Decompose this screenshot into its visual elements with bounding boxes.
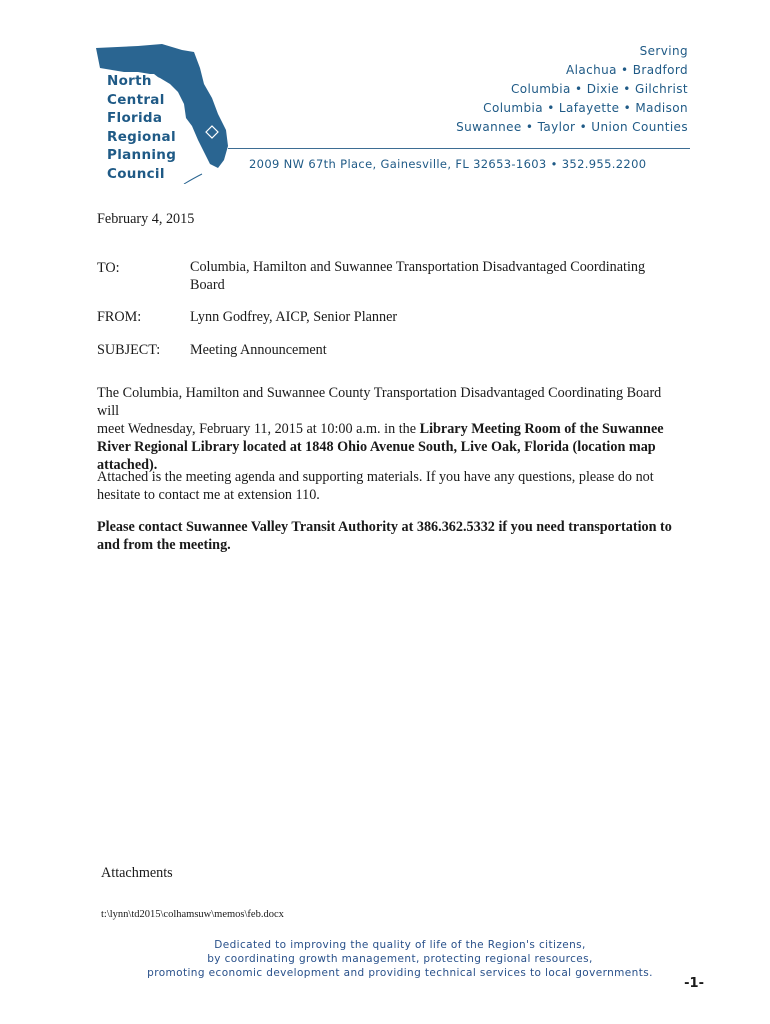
footer-line: by coordinating growth management, protecting regional resources, <box>207 953 593 965</box>
from-value: Lynn Godfrey, AICP, Senior Planner <box>190 309 398 325</box>
letterhead-divider <box>228 148 690 149</box>
org-line: Florida <box>107 110 163 127</box>
subject-value: Meeting Announcement <box>190 342 327 358</box>
footer-line: promoting economic development and providing technical services to local governments. <box>147 967 653 979</box>
org-address: 2009 NW 67th Place, Gainesville, FL 32653-1603 • 352.955.2200 <box>249 157 647 171</box>
memo-date: February 4, 2015 <box>97 211 195 227</box>
page-number: -1- <box>684 976 704 991</box>
to-value-line: Columbia, Hamilton and Suwannee Transportation Disadvantaged Coordinating <box>190 259 646 275</box>
paragraph-line: Attached is the meeting agenda and supporting materials. If you have any questions, please do not <box>97 469 654 485</box>
org-line: Council <box>107 165 165 182</box>
from-label: FROM: <box>97 309 142 325</box>
subject-label: SUBJECT: <box>97 342 161 358</box>
to-value-line: Board <box>190 277 225 293</box>
paragraph-line: The Columbia, Hamilton and Suwannee County Transportation Disadvantaged Coordinating Board will <box>97 385 662 419</box>
serving-line: Serving <box>639 44 688 58</box>
paragraph-line: and from the meeting. <box>97 537 231 553</box>
paragraph-line: River Regional Library located at 1848 Ohio Avenue South, Live Oak, Florida (location map <box>97 439 656 455</box>
to-value <box>190 258 645 294</box>
serving-line: Suwannee • Taylor • Union Counties <box>456 120 688 134</box>
org-name <box>107 72 176 184</box>
org-line: Regional <box>107 128 176 145</box>
paragraph-line: hesitate to contact me at extension 110. <box>97 487 320 503</box>
footer-mission <box>110 938 690 980</box>
paragraph-line: Please contact Suwannee Valley Transit Authority at 386.362.5332 if you need transportation to <box>97 519 672 535</box>
org-line: Central <box>107 91 165 108</box>
paragraph-attached <box>97 468 677 504</box>
paragraph-line: attached). <box>97 457 158 473</box>
to-label: TO: <box>97 260 120 276</box>
serving-line: Alachua • Bradford <box>565 63 688 77</box>
serving-line: Columbia • Lafayette • Madison <box>483 101 688 115</box>
attachments-label: Attachments <box>101 865 173 881</box>
location-bold: Library Meeting Room of the Suwannee <box>419 421 664 437</box>
serving-counties <box>456 42 688 137</box>
file-path: t:\lynn\td2015\colhamsuw\memos\feb.docx <box>101 909 284 920</box>
serving-line: Columbia • Dixie • Gilchrist <box>510 82 688 96</box>
paragraph-text: meet Wednesday, February 11, 2015 at 10:00 a.m. in the <box>97 421 420 437</box>
footer-line: Dedicated to improving the quality of life of the Region's citizens, <box>214 939 586 951</box>
paragraph-line <box>97 420 677 438</box>
paragraph-transport <box>97 518 677 554</box>
org-line: North <box>107 73 152 89</box>
paragraph-meeting <box>97 384 677 474</box>
org-line: Planning <box>107 147 177 164</box>
